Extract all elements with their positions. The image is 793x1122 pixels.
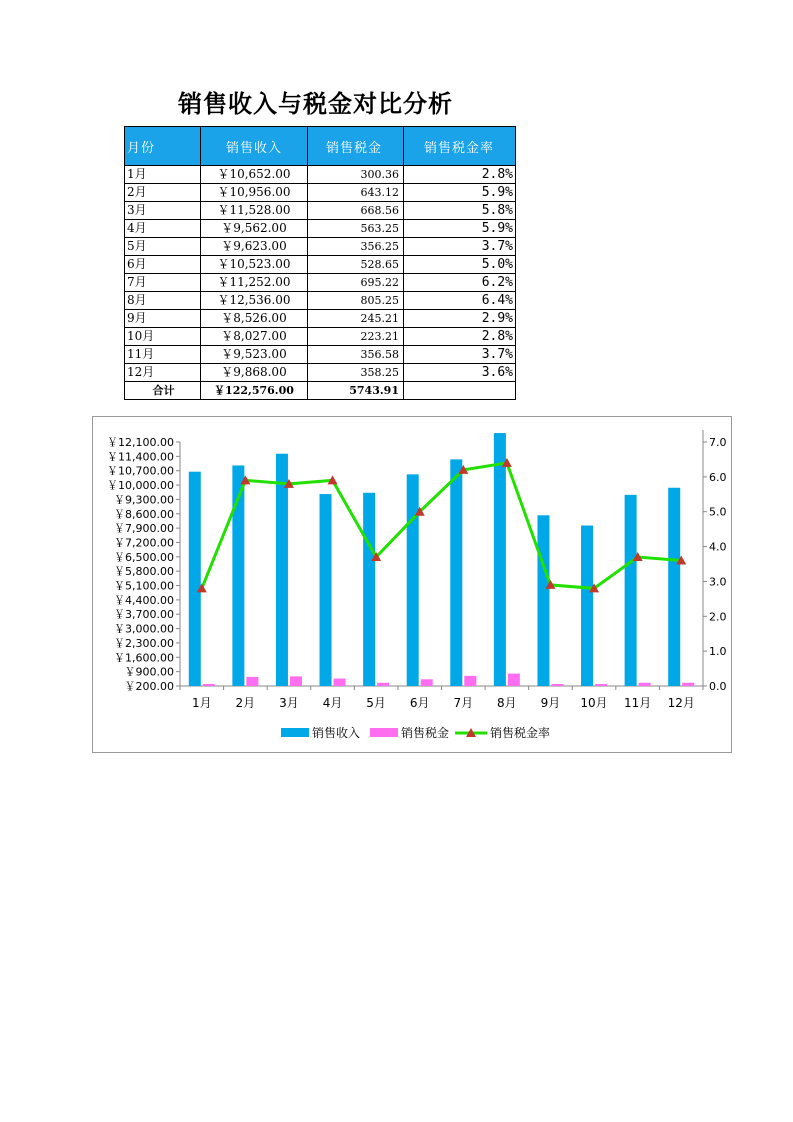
- month-cell: 1月: [125, 166, 201, 184]
- revenue-cell: ￥8,027.00: [201, 328, 308, 346]
- tax-bar: [508, 674, 520, 686]
- revenue-cell: ￥11,528.00: [201, 202, 308, 220]
- tax-cell: 805.25: [308, 292, 404, 310]
- right-tick-label: 5.0: [709, 505, 727, 519]
- left-tick-label: ￥12,100.00: [107, 436, 174, 449]
- total-rate: [404, 382, 516, 400]
- tax-bar: [639, 683, 651, 686]
- month-cell: 6月: [125, 256, 201, 274]
- x-tick-label: 1月: [191, 696, 212, 710]
- x-tick-label: 12月: [667, 696, 695, 710]
- table-row: [125, 202, 516, 220]
- revenue-cell: ￥12,536.00: [201, 292, 308, 310]
- table-row: [125, 328, 516, 346]
- legend-swatch-revenue: [281, 728, 309, 737]
- tax-cell: 356.58: [308, 346, 404, 364]
- x-tick-label: 7月: [453, 696, 474, 710]
- left-tick-label: ￥200.00: [124, 680, 174, 693]
- table-total-row: [125, 382, 516, 400]
- tax-cell: 528.65: [308, 256, 404, 274]
- left-tick-label: ￥900.00: [124, 665, 174, 679]
- revenue-bar: [407, 474, 419, 686]
- tax-bar: [464, 676, 476, 686]
- month-cell: 11月: [125, 346, 201, 364]
- month-cell: 7月: [125, 274, 201, 292]
- legend-label-rate: 销售税金率: [490, 726, 551, 740]
- rate-cell: 5.8%: [404, 202, 516, 220]
- revenue-cell: ￥8,526.00: [201, 310, 308, 328]
- table-row: [125, 274, 516, 292]
- legend-label-revenue: 销售收入: [312, 726, 361, 740]
- month-cell: 5月: [125, 238, 201, 256]
- table-row: [125, 364, 516, 382]
- sales-table: [124, 126, 516, 400]
- tax-cell: 245.21: [308, 310, 404, 328]
- right-tick-label: 4.0: [709, 540, 727, 554]
- right-tick-label: 2.0: [709, 610, 727, 624]
- header-month: 月份: [125, 127, 201, 166]
- revenue-bar: [625, 495, 637, 686]
- left-tick-label: ￥8,600.00: [114, 507, 174, 521]
- rate-cell: 5.9%: [404, 184, 516, 202]
- left-tick-label: ￥3,700.00: [114, 608, 174, 622]
- right-tick-label: 6.0: [709, 470, 727, 484]
- revenue-cell: ￥9,562.00: [201, 220, 308, 238]
- table-row: [125, 346, 516, 364]
- revenue-bar: [189, 472, 201, 686]
- tax-cell: 300.36: [308, 166, 404, 184]
- rate-cell: 6.4%: [404, 292, 516, 310]
- rate-cell: 5.0%: [404, 256, 516, 274]
- revenue-bar: [494, 433, 506, 686]
- x-tick-label: 5月: [366, 696, 386, 710]
- table-row: [125, 220, 516, 238]
- rate-cell: 5.9%: [404, 220, 516, 238]
- month-cell: 3月: [125, 202, 201, 220]
- page-title: 销售收入与税金对比分析: [178, 90, 453, 118]
- revenue-bar: [450, 459, 462, 686]
- revenue-bar: [320, 494, 332, 686]
- tax-cell: 668.56: [308, 202, 404, 220]
- x-tick-label: 9月: [540, 696, 561, 710]
- total-revenue: ￥122,576.00: [201, 382, 308, 400]
- left-tick-label: ￥7,200.00: [114, 536, 174, 550]
- month-cell: 12月: [125, 364, 201, 382]
- rate-cell: 3.6%: [404, 364, 516, 382]
- revenue-cell: ￥9,868.00: [201, 364, 308, 382]
- table-row: [125, 238, 516, 256]
- header-tax: 销售税金: [308, 127, 404, 166]
- total-label: 合计: [125, 382, 201, 400]
- revenue-bar: [581, 526, 593, 686]
- tax-cell: 643.12: [308, 184, 404, 202]
- revenue-cell: ￥11,252.00: [201, 274, 308, 292]
- left-tick-label: ￥5,800.00: [114, 565, 174, 579]
- revenue-cell: ￥10,652.00: [201, 166, 308, 184]
- month-cell: 10月: [125, 328, 201, 346]
- tax-bar: [334, 679, 346, 686]
- header-revenue: 销售收入: [201, 127, 308, 166]
- left-tick-label: ￥11,400.00: [107, 450, 174, 464]
- tax-bar: [290, 676, 302, 686]
- tax-bar: [682, 683, 694, 686]
- x-tick-label: 2月: [235, 696, 256, 710]
- tax-cell: 223.21: [308, 328, 404, 346]
- tax-bar: [203, 684, 215, 686]
- table-row: [125, 292, 516, 310]
- tax-bar: [246, 677, 258, 686]
- right-tick-label: 0.0: [709, 680, 727, 693]
- revenue-cell: ￥10,956.00: [201, 184, 308, 202]
- rate-cell: 2.9%: [404, 310, 516, 328]
- x-tick-label: 4月: [322, 696, 343, 710]
- header-rate: 销售税金率: [404, 127, 516, 166]
- left-tick-label: ￥7,900.00: [114, 522, 174, 536]
- revenue-cell: ￥10,523.00: [201, 256, 308, 274]
- month-cell: 8月: [125, 292, 201, 310]
- left-tick-label: ￥9,300.00: [114, 493, 174, 507]
- revenue-bar: [668, 488, 680, 686]
- total-tax: 5743.91: [308, 382, 404, 400]
- legend-label-tax: 销售税金: [401, 726, 450, 740]
- x-tick-label: 6月: [409, 696, 430, 710]
- revenue-bar: [363, 493, 375, 686]
- rate-cell: 2.8%: [404, 328, 516, 346]
- x-tick-label: 3月: [279, 696, 299, 710]
- legend-swatch-tax: [370, 728, 398, 737]
- month-cell: 9月: [125, 310, 201, 328]
- tax-cell: 358.25: [308, 364, 404, 382]
- tax-bar: [421, 679, 433, 686]
- table-row: [125, 166, 516, 184]
- x-tick-label: 8月: [497, 696, 517, 710]
- left-tick-label: ￥6,500.00: [114, 550, 174, 564]
- rate-line: [202, 463, 681, 588]
- rate-cell: 3.7%: [404, 238, 516, 256]
- table-header-row: [125, 127, 516, 166]
- month-cell: 4月: [125, 220, 201, 238]
- x-tick-label: 11月: [623, 696, 652, 710]
- right-tick-label: 1.0: [709, 645, 727, 659]
- combo-chart: [93, 417, 732, 753]
- month-cell: 2月: [125, 184, 201, 202]
- left-tick-label: ￥10,000.00: [107, 479, 174, 493]
- left-tick-label: ￥3,000.00: [114, 622, 174, 636]
- revenue-bar: [537, 515, 549, 686]
- tax-bar: [595, 684, 607, 686]
- left-tick-label: ￥1,600.00: [114, 651, 174, 665]
- left-tick-label: ￥2,300.00: [114, 636, 174, 650]
- rate-cell: 3.7%: [404, 346, 516, 364]
- left-tick-label: ￥4,400.00: [114, 593, 174, 607]
- tax-cell: 695.22: [308, 274, 404, 292]
- tax-cell: 563.25: [308, 220, 404, 238]
- left-tick-label: ￥10,700.00: [107, 464, 174, 478]
- table-row: [125, 256, 516, 274]
- rate-cell: 2.8%: [404, 166, 516, 184]
- tax-cell: 356.25: [308, 238, 404, 256]
- tax-bar: [551, 684, 563, 686]
- table-row: [125, 310, 516, 328]
- right-tick-label: 7.0: [709, 436, 727, 449]
- revenue-cell: ￥9,623.00: [201, 238, 308, 256]
- revenue-bar: [276, 454, 288, 686]
- x-tick-label: 10月: [580, 696, 608, 710]
- left-tick-label: ￥5,100.00: [114, 579, 174, 593]
- rate-cell: 6.2%: [404, 274, 516, 292]
- chart-container: [92, 416, 732, 753]
- table-row: [125, 184, 516, 202]
- right-tick-label: 3.0: [709, 575, 727, 589]
- tax-bar: [377, 683, 389, 686]
- revenue-cell: ￥9,523.00: [201, 346, 308, 364]
